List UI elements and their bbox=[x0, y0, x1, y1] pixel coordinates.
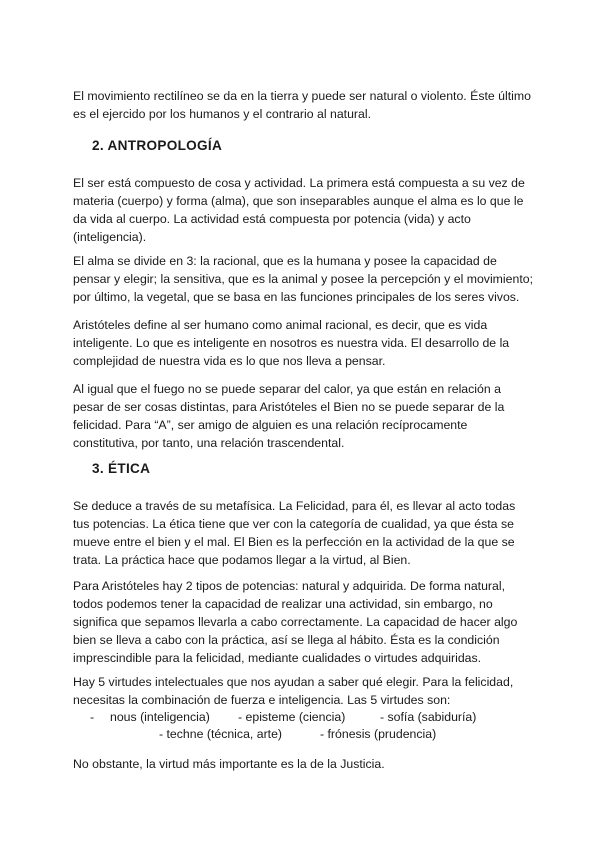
paragraph-virtudes-intro: Hay 5 virtudes intelectuales que nos ayudan a saber qué elegir. Para la felicidad, necesitas la combinación de fuerza e inteligencia. Las 5 virtudes son: bbox=[73, 675, 514, 707]
paragraph-potencias: Para Aristóteles hay 2 tipos de potencias: natural y adquirida. De forma natural, todos podemos tener la capacidad de realizar una actividad, sin embargo, no significa que sepamos llevarla a cabo correctamente. La capacidad de hacer algo bien se lleva a cabo con la práctica, así se llega al hábito. Ésta es la condición imprescindible para la felicidad, mediante cualidades o virtudes adquiridas. bbox=[73, 579, 518, 665]
heading-etica: 3. ÉTICA bbox=[92, 461, 151, 476]
paragraph-fuego: Al igual que el fuego no se puede separar del calor, ya que están en relación a pesar de ser cosas distintas, para Aristóteles el Bien no se puede separar de la felicidad. Para “A”, ser amigo de alguien es una relación recíprocamente constitutiva, por tanto, una relación trascendental. bbox=[73, 382, 505, 450]
paragraph-alma: El alma se divide en 3: la racional, que es la humana y posee la capacidad de pensar y elegir; la sensitiva, que es la animal y posee la percepción y el movimiento; por último, la vegetal, que se basa en las funciones principales de los seres vivos. bbox=[73, 254, 534, 304]
virtue-techne: - techne (técnica, arte) bbox=[159, 727, 283, 741]
paragraph-ser-humano: Aristóteles define al ser humano como animal racional, es decir, que es vida inteligente. Lo que es inteligente en nosotros es nuestra vida. El desarrollo de la complejidad de nuestra vida es lo que nos lleva a pensar. bbox=[73, 318, 510, 368]
list-bullet: - bbox=[90, 710, 95, 724]
paragraph-justicia: No obstante, la virtud más importante es la de la Justicia. bbox=[73, 757, 385, 771]
paragraph-felicidad: Se deduce a través de su metafísica. La Felicidad, para él, es llevar al acto todas tus potencias. La ética tiene que ver con la categoría de cualidad, ya que ésta se mueve entre el bien y el mal. El Bien es la perfección en la actividad de la que se trata. La práctica hace que podamos llegar a la virtud, al Bien. bbox=[73, 499, 516, 567]
paragraph-ser: El ser está compuesto de cosa y actividad. La primera está compuesta a su vez de materia (cuerpo) y forma (alma), que son inseparables aunque el alma es lo que le da vida al cuerpo. La actividad está compuesta por potencia (vida) y acto (inteligencia). bbox=[73, 176, 525, 244]
virtue-episteme: - episteme (ciencia) bbox=[238, 710, 346, 724]
virtue-sofia: - sofía (sabiduría) bbox=[380, 710, 477, 724]
paragraph-movimiento: El movimiento rectilíneo se da en la tierra y puede ser natural o violento. Éste último es el ejercido por los humanos y el contrario al natural. bbox=[73, 89, 531, 121]
virtue-nous: nous (inteligencia) bbox=[110, 710, 210, 724]
virtue-fronesis: - frónesis (prudencia) bbox=[320, 727, 437, 741]
heading-antropologia: 2. ANTROPOLOGÍA bbox=[92, 138, 223, 153]
